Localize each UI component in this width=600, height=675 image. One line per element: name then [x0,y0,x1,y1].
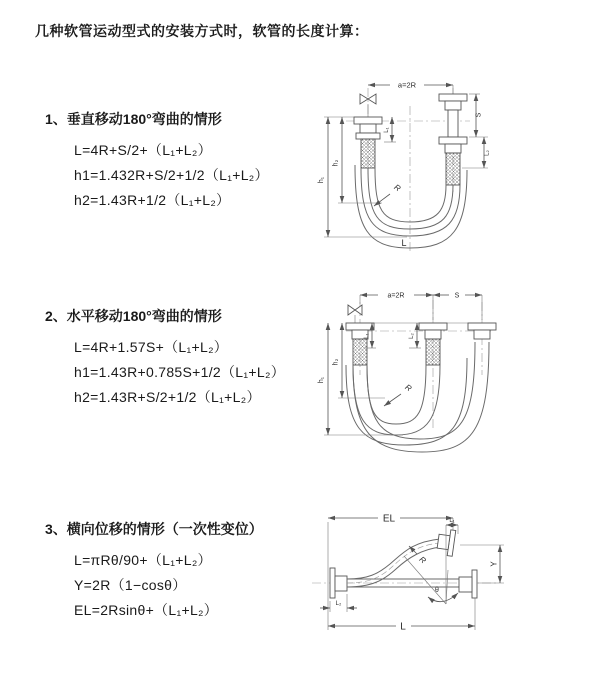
radius-callout [384,383,413,406]
formula-y: Y=2R（1−cosθ） [74,577,187,593]
diagram-lateral-displacement [300,498,600,653]
dim-label-s: S [475,112,483,118]
section-2-heading: 2、水平移动180°弯曲的情形 [45,308,222,324]
dim-s [433,293,482,321]
formula-h2: h2=1.43R+S/2+1/2（L₁+L₂） [74,389,261,405]
dim-label-r: R [403,382,414,394]
diagram-horizontal-180-bend [310,280,600,460]
dim-label-l2: L₂ [335,601,342,607]
formula-el: EL=2Rsinθ+（L₁+L₂） [74,602,219,618]
radius-callout [409,546,428,565]
formula-h2: h2=1.43R+1/2（L₁+L₂） [74,192,231,208]
dim-label-r: R [392,182,403,194]
dim-label-l-total: L [401,238,407,248]
formula-length: L=4R+1.57S+（L₁+L₂） [74,339,229,355]
dim-label-a2r: a=2R [387,292,405,300]
left-fitting [346,323,374,365]
section-1-heading: 1、垂直移动180°弯曲的情形 [45,111,222,127]
section-3-formulas [74,548,325,623]
formula-h1: h1=1.43R+0.785S+1/2（L₁+L₂） [74,364,285,380]
section-2-formulas [74,335,325,410]
dim-label-theta: θ [435,587,439,594]
formula-length: L=4R+S/2+（L₁+L₂） [74,142,212,158]
dim-a2r [360,293,433,321]
dim-label-l1: L₁ [384,127,390,133]
section-vertical-180 [45,109,325,213]
dim-el [328,514,453,533]
diagram-vertical-180-bend [310,70,590,265]
formula-h1: h1=1.432R+S/2+1/2（L₁+L₂） [74,167,269,183]
page-title: 几种软管运动型式的安装方式时，软管的长度计算： [35,23,369,39]
section-3-heading: 3、横向位移的情形（一次性变位） [45,521,263,537]
section-1-formulas [74,138,325,213]
middle-fitting [419,323,447,365]
dim-label-h1: h₁ [318,176,325,184]
left-fitting [330,568,347,598]
section-horizontal-180 [45,306,325,410]
dim-label-l2: L₂ [484,150,491,156]
dim-label-y: Y [489,561,499,567]
dim-label-a2r: a=2R [397,80,417,90]
dim-label-l1: L₁ [449,518,455,524]
left-fitting [354,117,382,168]
dim-label-l1: L₁ [364,333,370,339]
centerlines [346,300,492,430]
dim-label-h1: h₁ [318,376,325,384]
formula-length: L=πRθ/90+（L₁+L₂） [74,552,212,568]
dim-a2r [368,81,453,95]
right-fitting-original [459,570,477,598]
section-lateral-displacement [45,519,325,623]
hose-displaced-position [347,528,456,587]
dim-label-h2: h₂ [332,358,340,366]
dim-label-r: R [417,554,428,566]
radius-callout [374,183,402,206]
hose-u-curves [346,342,489,452]
dim-label-l: L [400,621,406,633]
dim-label-s: S [454,292,460,300]
dim-label-h2: h₂ [332,159,340,167]
dim-l2 [320,594,357,612]
right-fitting [439,94,467,185]
valve-icon [360,94,376,117]
dim-label-el: EL [382,513,396,525]
dim-label-l2: L₂ [409,333,415,339]
dim-s [469,94,488,137]
